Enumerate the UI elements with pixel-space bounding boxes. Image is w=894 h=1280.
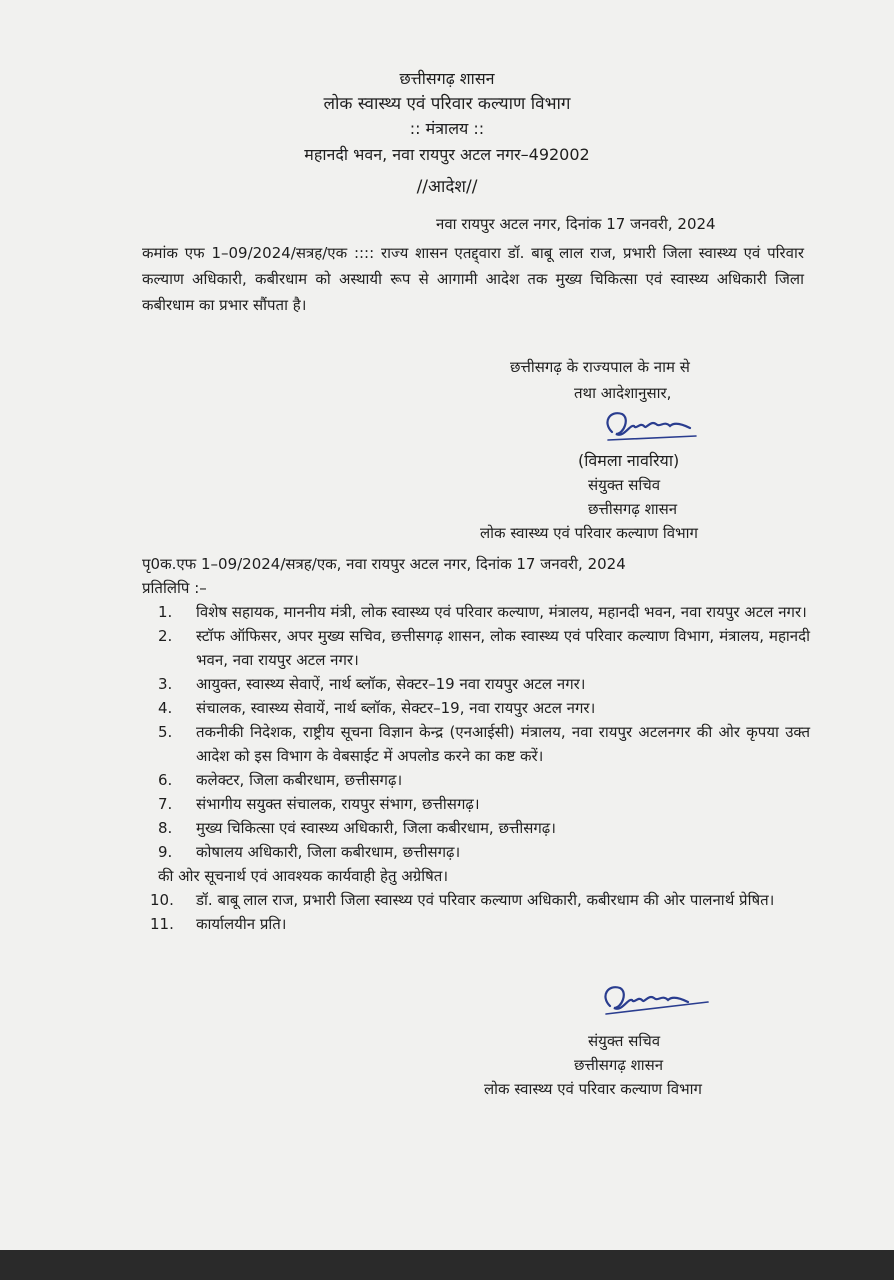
forwarding-note: की ओर सूचनार्थ एवं आवश्यक कार्यवाही हेतु अग्रेषित। <box>158 867 449 885</box>
endorsement-number: पृ0क.एफ 1–09/2024/सत्रह/एक, नवा रायपुर अटल नगर, दिनांक 17 जनवरी, 2024 <box>142 555 626 573</box>
authority-line-2: तथा आदेशानुसार, <box>574 384 672 402</box>
ministry-label: :: मंत्रालय :: <box>409 119 485 138</box>
copy-to-label: प्रतिलिपि :– <box>142 579 207 597</box>
order-body: कमांक एफ 1–09/2024/सत्रह/एक :::: राज्य शासन एतद्द्वारा डॉ. बाबू लाल राज, प्रभारी जिला स्वास्थ्य एवं परिवार कल्याण अधिकारी, कबीरधाम को अस्थायी रूप से आगामी आदेश तक मुख्य चिकित्सा एवं स्वास्थ्य अधिकारी जिला कबीरधाम का प्रभार सौंपता है। <box>142 244 804 314</box>
government-name: छत्तीसगढ़ शासन <box>399 69 495 88</box>
signatory2-government: छत्तीसगढ़ शासन <box>574 1056 664 1074</box>
signatory-name: (विमला नावरिया) <box>578 451 680 470</box>
office-address: महानदी भवन, नवा रायपुर अटल नगर–492002 <box>304 145 590 164</box>
list-item: 10. डॉ. बाबू लाल राज, प्रभारी जिला स्वास्थ्य एवं परिवार कल्याण अधिकारी, कबीरधाम की ओर पालनार्थ प्रेषित। <box>150 891 775 909</box>
list-item: 2. स्टॉफ ऑफिसर, अपर मुख्य सचिव, छत्तीसगढ़ शासन, लोक स्वास्थ्य एवं परिवार कल्याण विभाग, मंत्रालय, महानदी भवन, नवा रायपुर अटल नगर। <box>158 627 810 669</box>
copy-to-list <box>150 600 810 936</box>
authority-line-1: छत्तीसगढ़ के राज्यपाल के नाम से <box>510 358 690 376</box>
signatory2-department: लोक स्वास्थ्य एवं परिवार कल्याण विभाग <box>484 1080 702 1098</box>
list-item: 8. मुख्य चिकित्सा एवं स्वास्थ्य अधिकारी, जिला कबीरधाम, छत्तीसगढ़। <box>158 819 556 837</box>
order-title: //आदेश// <box>416 177 478 197</box>
department-name: लोक स्वास्थ्य एवं परिवार कल्याण विभाग <box>323 94 571 114</box>
signature-2 <box>596 978 716 1022</box>
list-item: 11. कार्यालयीन प्रति। <box>150 915 287 933</box>
list-item: 9. कोषालय अधिकारी, जिला कबीरधाम, छत्तीसगढ़। <box>158 843 461 861</box>
signatory-department: लोक स्वास्थ्य एवं परिवार कल्याण विभाग <box>480 524 698 542</box>
list-item: 6. कलेक्टर, जिला कबीरधाम, छत्तीसगढ़। <box>158 771 403 789</box>
signatory-designation: संयुक्त सचिव <box>588 476 661 494</box>
list-item: 4. संचालक, स्वास्थ्य सेवायें, नार्थ ब्लॉक, सेक्टर–19, नवा रायपुर अटल नगर। <box>158 699 596 717</box>
list-item: 1. विशेष सहायक, माननीय मंत्री, लोक स्वास्थ्य एवं परिवार कल्याण, मंत्रालय, महानदी भवन, नवा रायपुर अटल नगर। <box>158 603 807 621</box>
list-item: 3. आयुक्त, स्वास्थ्य सेवाऐं, नार्थ ब्लॉक, सेक्टर–19 नवा रायपुर अटल नगर। <box>158 675 586 693</box>
signatory2-designation: संयुक्त सचिव <box>588 1032 661 1050</box>
signatory-government: छत्तीसगढ़ शासन <box>588 500 678 518</box>
list-item: 5. तकनीकी निदेशक, राष्ट्रीय सूचना विज्ञान केन्द्र (एनआईसी) मंत्रालय, नवा रायपुर अटलनगर की ओर कृपया उक्त आदेश को इस विभाग के वेबसाईट में अपलोड करने का कष्ट करें। <box>158 723 810 765</box>
order-date: नवा रायपुर अटल नगर, दिनांक 17 जनवरी, 2024 <box>436 215 716 233</box>
scan-edge <box>0 1250 894 1280</box>
list-item: 7. संभागीय सयुक्त संचालक, रायपुर संभाग, छत्तीसगढ़। <box>158 795 480 813</box>
signature-1 <box>600 404 700 448</box>
